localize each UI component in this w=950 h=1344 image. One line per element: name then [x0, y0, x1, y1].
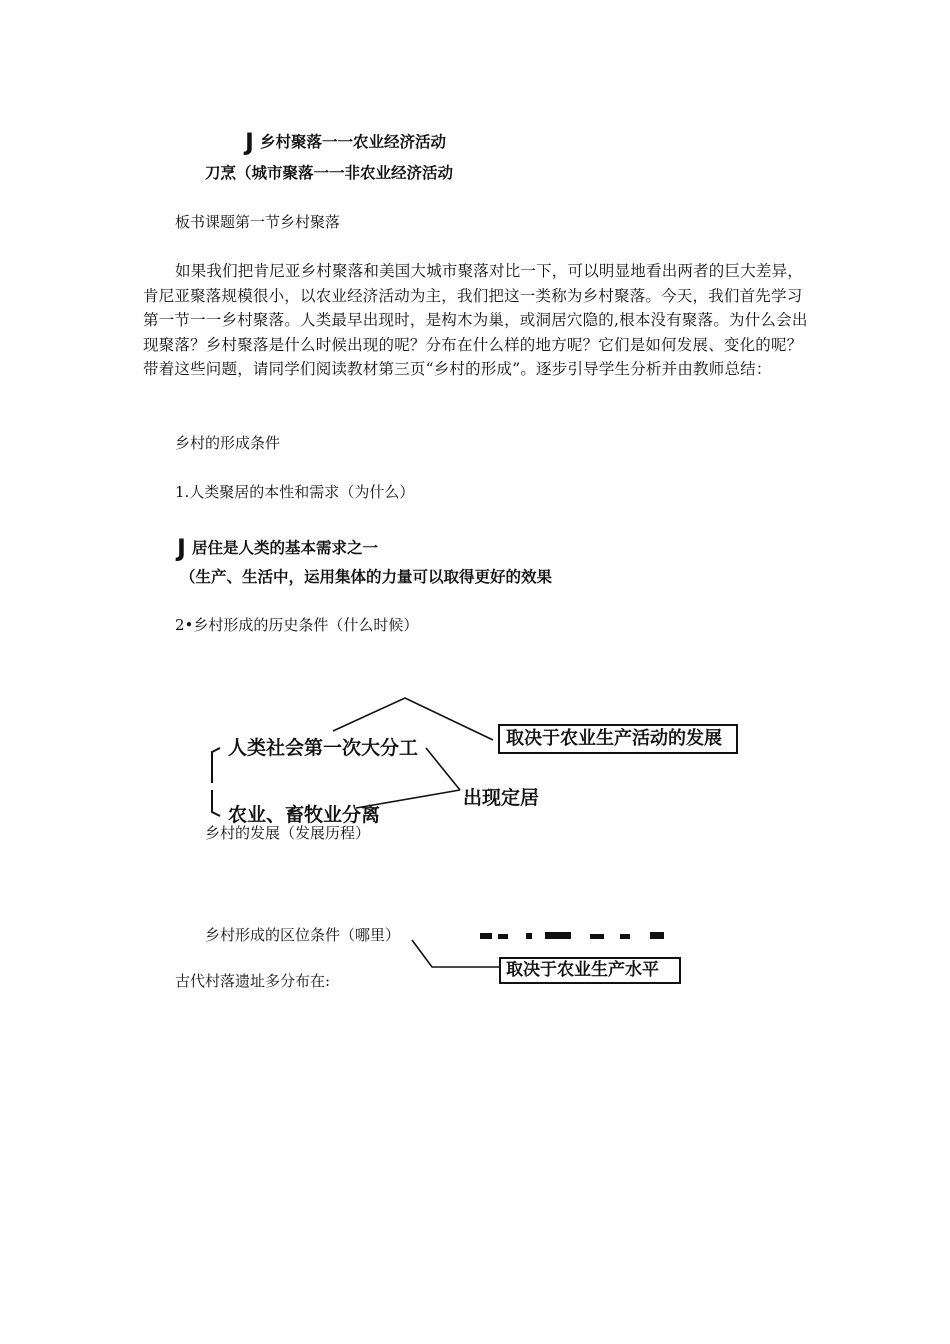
location-conditions-heading: 乡村形成的区位条件（哪里） — [205, 926, 401, 944]
needs-line-1-text: 居住是人类的基本需求之一 — [191, 539, 378, 557]
diagram-node-settlement: 出现定居 — [463, 787, 540, 809]
diagram-box-agriculture-level: 取决于农业生产水平 — [499, 957, 681, 984]
intro-paragraph-text: 如果我们把肯尼亚乡村聚落和美国大城市聚落对比一下，可以明显地看出两者的巨大差异，肯尼亚聚落规模很小，以农业经济活动为主，我们把这一类称为乡村聚落。今天，我们首先学习第一节一一乡村聚落。人类最早出现时，是构木为巢，或洞居穴隐的,根本没有聚落。为什么会出现聚落？乡村聚落是什么时候出现的呢？分布在什么样的地方呢？它们是如何发展、变化的呢？带着这些问题，请同学们阅读教材第三页“乡村的形成”。逐步引导学生分析并由教师总结： — [143, 262, 808, 378]
ancient-sites-text: 古代村落遗址多分布在: — [175, 972, 331, 990]
board-title: 板书课题第一节乡村聚落 — [175, 213, 341, 231]
diagram-box-agriculture-development: 取决于农业生产活动的发展 — [498, 724, 738, 754]
j-mark-2: J — [177, 534, 186, 562]
development-heading: 乡村的发展（发展历程） — [205, 824, 371, 842]
item-2: 2•乡村形成的历史条件（什么时候） — [175, 616, 419, 634]
diagram-node-agriculture-separation: 农业、畜牧业分离 — [228, 804, 381, 826]
header-line-1-text: 乡村聚落一一农业经济活动 — [259, 133, 446, 151]
header-line-2: 刀烹（城市聚落一一非农业经济活动 — [205, 164, 454, 182]
diagram-node-division-of-labor: 人类社会第一次大分工 — [228, 737, 419, 759]
needs-line-2: （生产、生活中，运用集体的力量可以取得更好的效果 — [180, 568, 553, 586]
j-mark: J — [245, 128, 254, 156]
section-conditions-heading: 乡村的形成条件 — [175, 434, 281, 452]
item-1: 1.人类聚居的本性和需求（为什么） — [175, 483, 415, 501]
